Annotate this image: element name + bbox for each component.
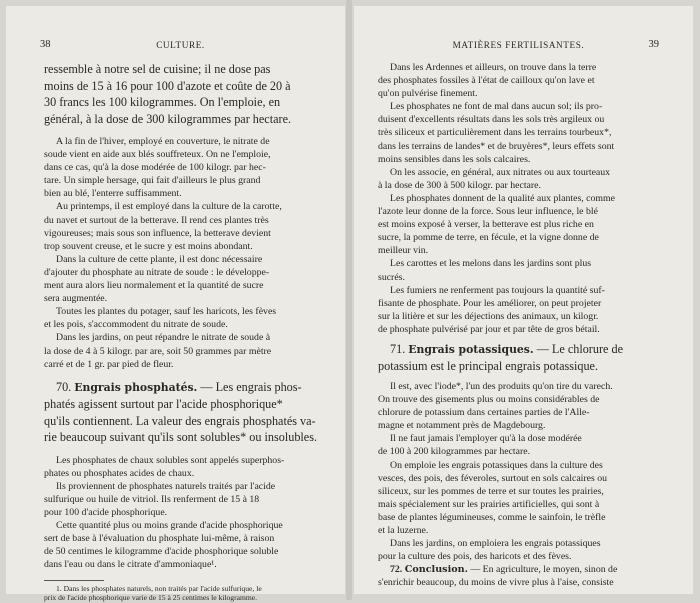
section-number: 72. — [390, 564, 403, 576]
footnote-rule — [44, 580, 104, 581]
paragraph: A la fin de l'hiver, employé en couverture, le nitrate de soude vient en aide aux blés souffreteux. On ne l'emploie, dans ce cas, qu'à la dose modérée de 100 kilogr. par hec- tare. Un simple hersage, qui fait d'ailleurs le plus grand bien au blé, l'enterre suffisamment. — [44, 136, 271, 200]
paragraph: Dans les Ardennes et ailleurs, on trouve dans la terre des phosphates fossiles à l'état de cailloux qu'on lave et qu'on pulvérise finement. — [378, 62, 597, 100]
section-70: 70. Engrais phosphatés. — Les engrais phos- phatés agissent surtout par l'acide phosphorique* qu'ils contiennent. La valeur des engrais phosphatés va- rie beaucoup suivant qu'ils sont solubles* ou insolubles. — [44, 379, 318, 445]
paragraph: Les fumiers ne renferment pas toujours la quantité suf- fisante de phosphate. Pour les améliorer, on peut projeter sur la litière et sur les déjections des animaux, un kilogr. de phosphate pulvérisé par jour et par tête de gros bétail. — [378, 284, 605, 335]
footnote: 1. Dans les phosphates naturels, non traités par l'acide sulfurique, le prix de l'acide phosphorique varie de 15 à 25 centimes le kilogramme. — [44, 583, 262, 603]
page-number: 38 — [40, 39, 51, 50]
paragraph: Les phosphates de chaux solubles sont appelés superphos- phates ou phosphates acides de chaux. — [44, 454, 285, 479]
paragraph: Dans les jardins, on emploiera les engrais potassiques pour la culture des pois, des haricots et des fèves. — [378, 538, 601, 563]
left-page — [6, 6, 345, 603]
section-number: 70. — [56, 379, 72, 394]
paragraph: On les associe, en général, aux nitrates ou aux tourteaux à la dose de 300 à 500 kilogr. par hectare. — [378, 166, 611, 191]
paragraph: Dans les jardins, on peut répandre le nitrate de soude à la dose de 4 à 5 kilogr. par are, soit 50 grammes par mètre carré et de 1 gr. par pied de fleur. — [44, 332, 272, 370]
paragraph: Toutes les plantes du potager, sauf les haricots, les fèves et les pois, s'accommodent du nitrate de soude. — [44, 306, 277, 331]
running-title: CULTURE. — [156, 40, 205, 50]
section-71: 71. Engrais potassiques. — Le chlorure de potassium est le principal engrais potassique. — [378, 341, 623, 374]
paragraph: Cette quantité plus ou moins grande d'acide phosphorique sert de base à l'évaluation du phosphate lui-même, à raison de 50 centimes le kilogramme d'acide phosphorique soluble dans l'eau ou dans le citrate d'ammoniaque¹. — [44, 520, 283, 571]
paragraph: Les phosphates ne font de mal dans aucun sol; ils pro- duisent d'excellents résultats dans les sols très argileux ou très siliceux et particulièrement dans les terrains tourbeux*, dans les terrains de landes* et de bruyères*, leurs effets sont moins sensibles dans les sols calcaires. — [378, 101, 615, 165]
right-page-body — [378, 61, 652, 589]
paragraph: Les phosphates donnent de la qualité aux plantes, comme l'azote leur donne de la force. Sous leur influence, le blé est moins exposé à verser, la betterave est plus riche en sucre, la pomme de terre, en fécule, et la vigne donne de meilleur vin. — [378, 192, 615, 257]
paragraph: Il est, avec l'iode*, l'un des produits qu'on tire du varech. On trouve des gisements plus ou moins considérables de chlorure de potassium dans certaines parties de l'Alle- magne et notamment près de Magdebourg. — [378, 380, 613, 432]
running-title: MATIÈRES FERTILISANTES. — [452, 40, 585, 50]
paragraph: Les carottes et les melons dans les jardins sont plus sucrés. — [378, 258, 592, 283]
lead-paragraph: ressemble à notre sel de cuisine; il ne dose pas moins de 15 à 16 pour 100 d'azote et coûte de 20 à 30 francs les 100 kilogrammes. On l'emploie, en général, à la dose de 300 kilogrammes par hectare. — [44, 62, 292, 126]
section-72: 72. Conclusion. — En agriculture, le moyen, sinon de s'enrichir beaucoup, du moins de vivre plus à l'aise, consiste — [378, 564, 618, 589]
right-page — [354, 6, 693, 594]
section-title: Engrais phosphatés. — [74, 380, 198, 394]
paragraph: On emploie les engrais potassiques dans la culture des vesces, des pois, des féveroles, surtout en sols calcaires ou siliceux, sur les pommes de terre et sur toutes les prairies, mais spécialement sur les prairies artificielles, qui sont à base de plantes légumineuses, comme le sainfoin, le trèfle et la luzerne. — [378, 459, 608, 536]
paragraph: Dans la culture de cette plante, il est donc nécessaire d'ajouter du phosphate au nitrate de soude : le développe- ment aura alors lieu normalement et la quantité de sucre sera augmentée. — [44, 253, 270, 305]
left-page-body — [44, 61, 316, 603]
paragraph: Ils proviennent de phosphates naturels traités par l'acide sulfurique ou huile de vitriol. Ils renferment de 15 à 18 pour 100 d'acide phosphorique. — [44, 480, 276, 519]
section-title: Engrais potassiques. — [408, 342, 534, 356]
left-page-header — [40, 39, 321, 53]
book-spine — [346, 0, 352, 600]
paragraph: Il ne faut jamais l'employer qu'à la dose modérée de 100 à 200 kilogrammes par hectare. — [378, 433, 582, 458]
right-page-header — [378, 39, 659, 53]
paragraph: Au printemps, il est employé dans la culture de la carotte, du navet et surtout de la betterave. Il rend ces plantes très vigoureuses; mais sous son influence, la betterave devient trop souvent creuse, et le sucre y est moins abondant. — [44, 201, 282, 252]
section-number: 71. — [390, 341, 406, 356]
page-number: 39 — [648, 39, 659, 50]
section-title: Conclusion. — [404, 564, 468, 576]
